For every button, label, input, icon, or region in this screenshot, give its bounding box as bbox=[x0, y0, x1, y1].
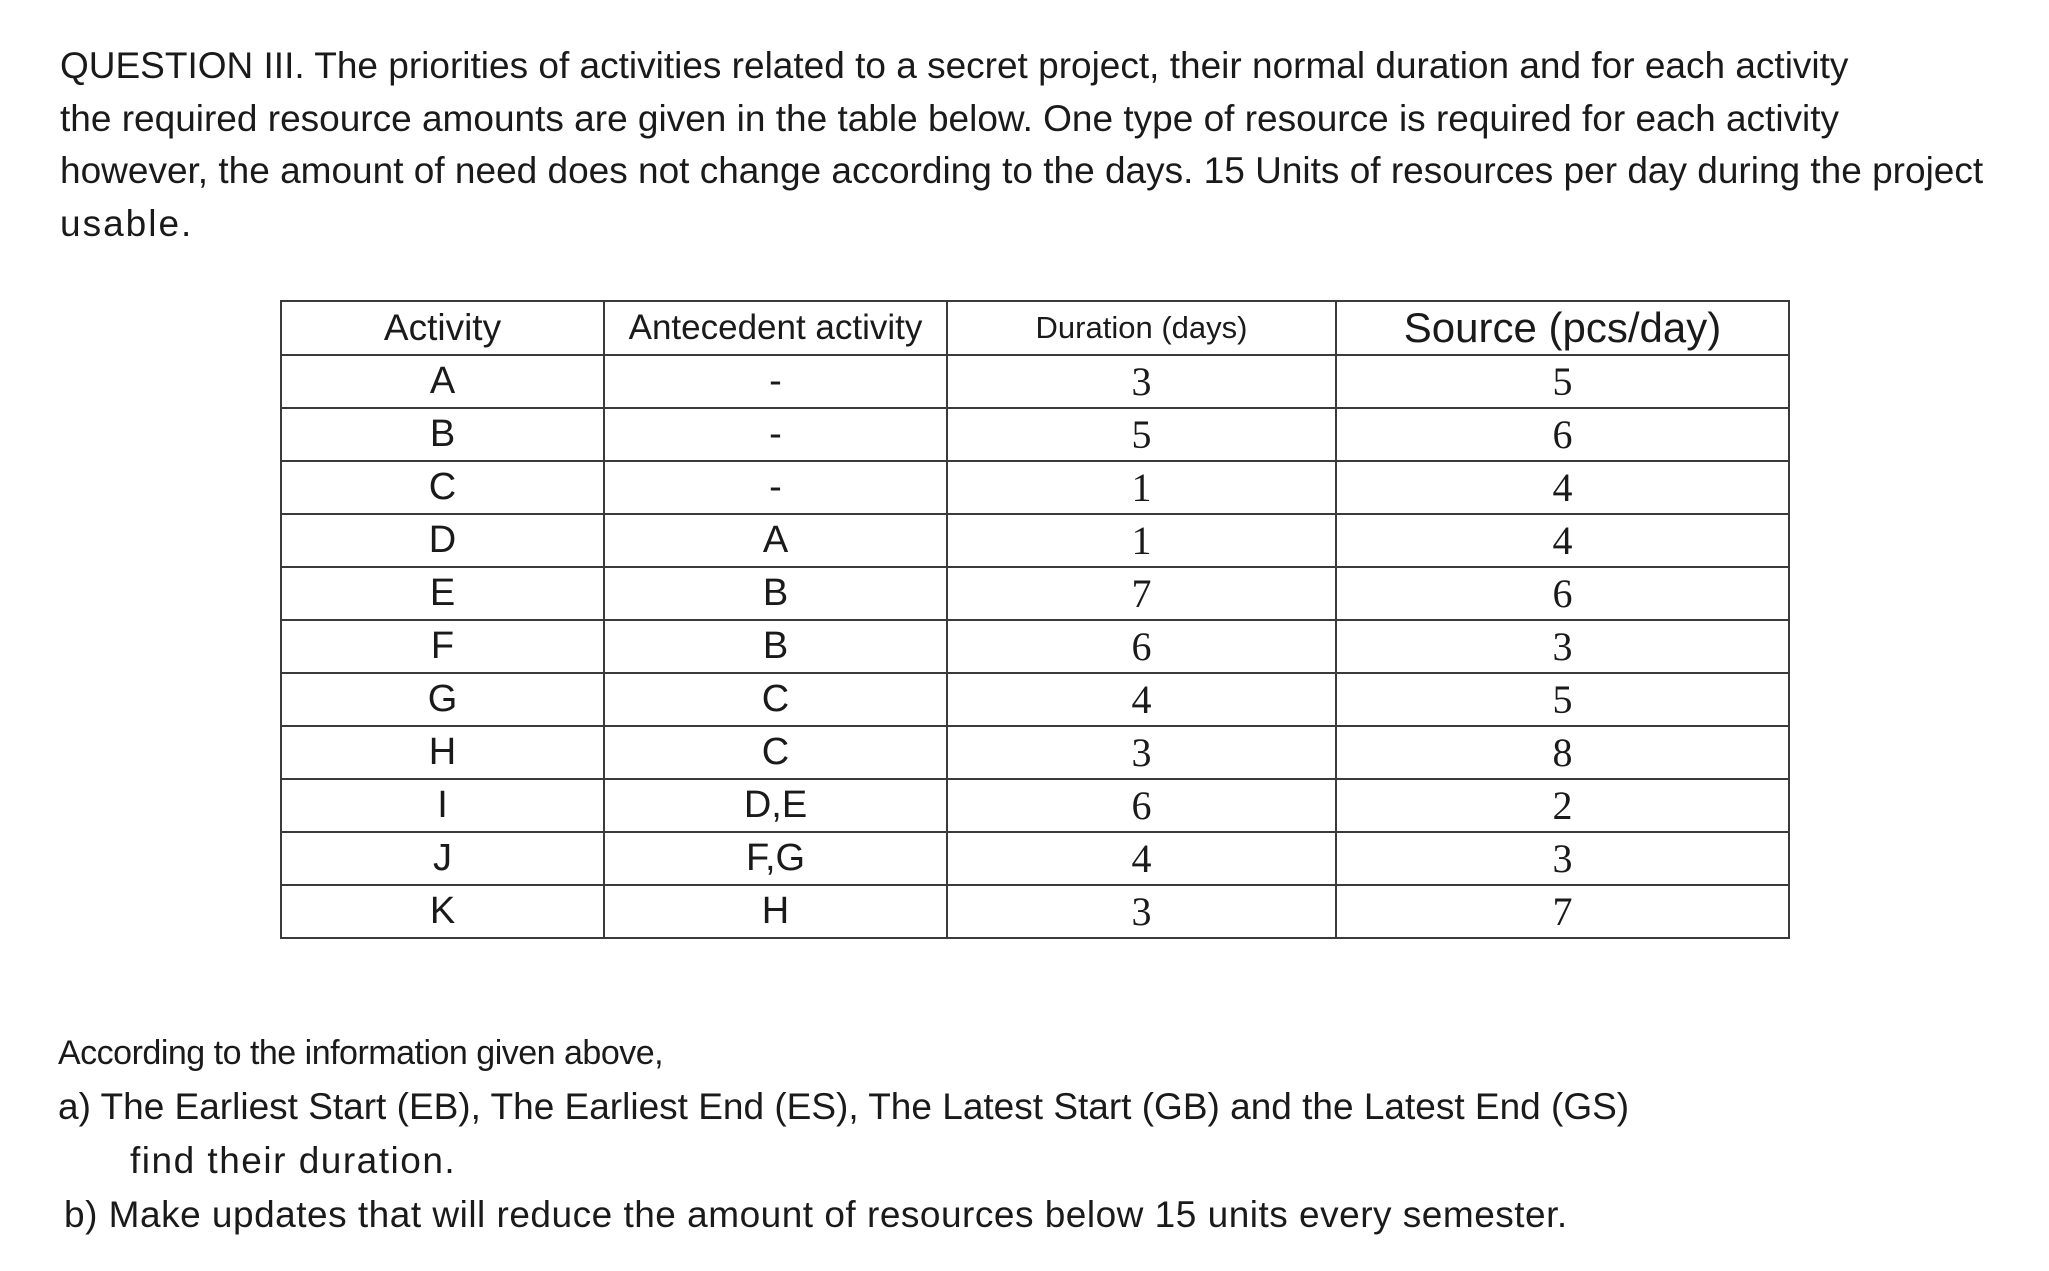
cell-antecedent: C bbox=[604, 673, 947, 726]
cell-source: 5 bbox=[1336, 673, 1789, 726]
cell-source: 5 bbox=[1336, 355, 1789, 408]
activity-table bbox=[280, 300, 1790, 939]
cell-source: 7 bbox=[1336, 885, 1789, 938]
table-row bbox=[281, 355, 1789, 408]
table-header-row bbox=[281, 301, 1789, 355]
header-duration: Duration (days) bbox=[947, 301, 1336, 355]
table-row bbox=[281, 620, 1789, 673]
cell-antecedent: - bbox=[604, 408, 947, 461]
table-row bbox=[281, 567, 1789, 620]
cell-activity: B bbox=[281, 408, 604, 461]
table-row bbox=[281, 779, 1789, 832]
question-intro bbox=[60, 40, 2020, 250]
cell-duration: 1 bbox=[947, 461, 1336, 514]
table-row bbox=[281, 408, 1789, 461]
cell-antecedent: B bbox=[604, 620, 947, 673]
question-parts bbox=[58, 1026, 2018, 1242]
cell-activity: E bbox=[281, 567, 604, 620]
cell-activity: J bbox=[281, 832, 604, 885]
cell-source: 6 bbox=[1336, 567, 1789, 620]
table-row bbox=[281, 461, 1789, 514]
cell-antecedent: C bbox=[604, 726, 947, 779]
cell-duration: 7 bbox=[947, 567, 1336, 620]
header-activity: Activity bbox=[281, 301, 604, 355]
part-a-line-1: a) The Earliest Start (EB), The Earliest End (ES), The Latest Start (GB) and the Latest End (GS) bbox=[58, 1086, 1630, 1127]
header-antecedent: Antecedent activity bbox=[604, 301, 947, 355]
cell-duration: 3 bbox=[947, 885, 1336, 938]
cell-duration: 1 bbox=[947, 514, 1336, 567]
cell-activity: D bbox=[281, 514, 604, 567]
cell-duration: 3 bbox=[947, 726, 1336, 779]
cell-source: 2 bbox=[1336, 779, 1789, 832]
part-b: b) Make updates that will reduce the amount of resources below 15 units every semester. bbox=[64, 1194, 1568, 1235]
intro-line-3: however, the amount of need does not change according to the days. 15 Units of resources per day during the project bbox=[60, 150, 1984, 191]
table-row bbox=[281, 726, 1789, 779]
cell-activity: G bbox=[281, 673, 604, 726]
cell-source: 3 bbox=[1336, 832, 1789, 885]
header-source: Source (pcs/day) bbox=[1336, 301, 1789, 355]
cell-activity: K bbox=[281, 885, 604, 938]
table-row bbox=[281, 885, 1789, 938]
cell-source: 4 bbox=[1336, 461, 1789, 514]
cell-antecedent: D,E bbox=[604, 779, 947, 832]
cell-source: 8 bbox=[1336, 726, 1789, 779]
intro-line-2: the required resource amounts are given in the table below. One type of resource is required for each activity bbox=[60, 97, 1840, 139]
cell-activity: A bbox=[281, 355, 604, 408]
cell-source: 6 bbox=[1336, 408, 1789, 461]
table-row bbox=[281, 673, 1789, 726]
cell-antecedent: - bbox=[604, 355, 947, 408]
table-row bbox=[281, 514, 1789, 567]
cell-duration: 4 bbox=[947, 832, 1336, 885]
cell-activity: H bbox=[281, 726, 604, 779]
cell-source: 4 bbox=[1336, 514, 1789, 567]
cell-duration: 6 bbox=[947, 620, 1336, 673]
cell-activity: I bbox=[281, 779, 604, 832]
cell-antecedent: H bbox=[604, 885, 947, 938]
cell-duration: 6 bbox=[947, 779, 1336, 832]
cell-duration: 3 bbox=[947, 355, 1336, 408]
cell-activity: C bbox=[281, 461, 604, 514]
cell-duration: 4 bbox=[947, 673, 1336, 726]
intro-line-1: QUESTION III. The priorities of activities related to a secret project, their normal duration and for each activity bbox=[60, 45, 1849, 86]
cell-antecedent: A bbox=[604, 514, 947, 567]
cell-antecedent: B bbox=[604, 567, 947, 620]
cell-antecedent: F,G bbox=[604, 832, 947, 885]
cell-source: 3 bbox=[1336, 620, 1789, 673]
footer-intro: According to the information given above, bbox=[58, 1034, 664, 1072]
cell-duration: 5 bbox=[947, 408, 1336, 461]
cell-activity: F bbox=[281, 620, 604, 673]
table-row bbox=[281, 832, 1789, 885]
intro-line-4: usable. bbox=[60, 202, 194, 244]
cell-antecedent: - bbox=[604, 461, 947, 514]
part-a-line-2: find their duration. bbox=[130, 1140, 457, 1181]
